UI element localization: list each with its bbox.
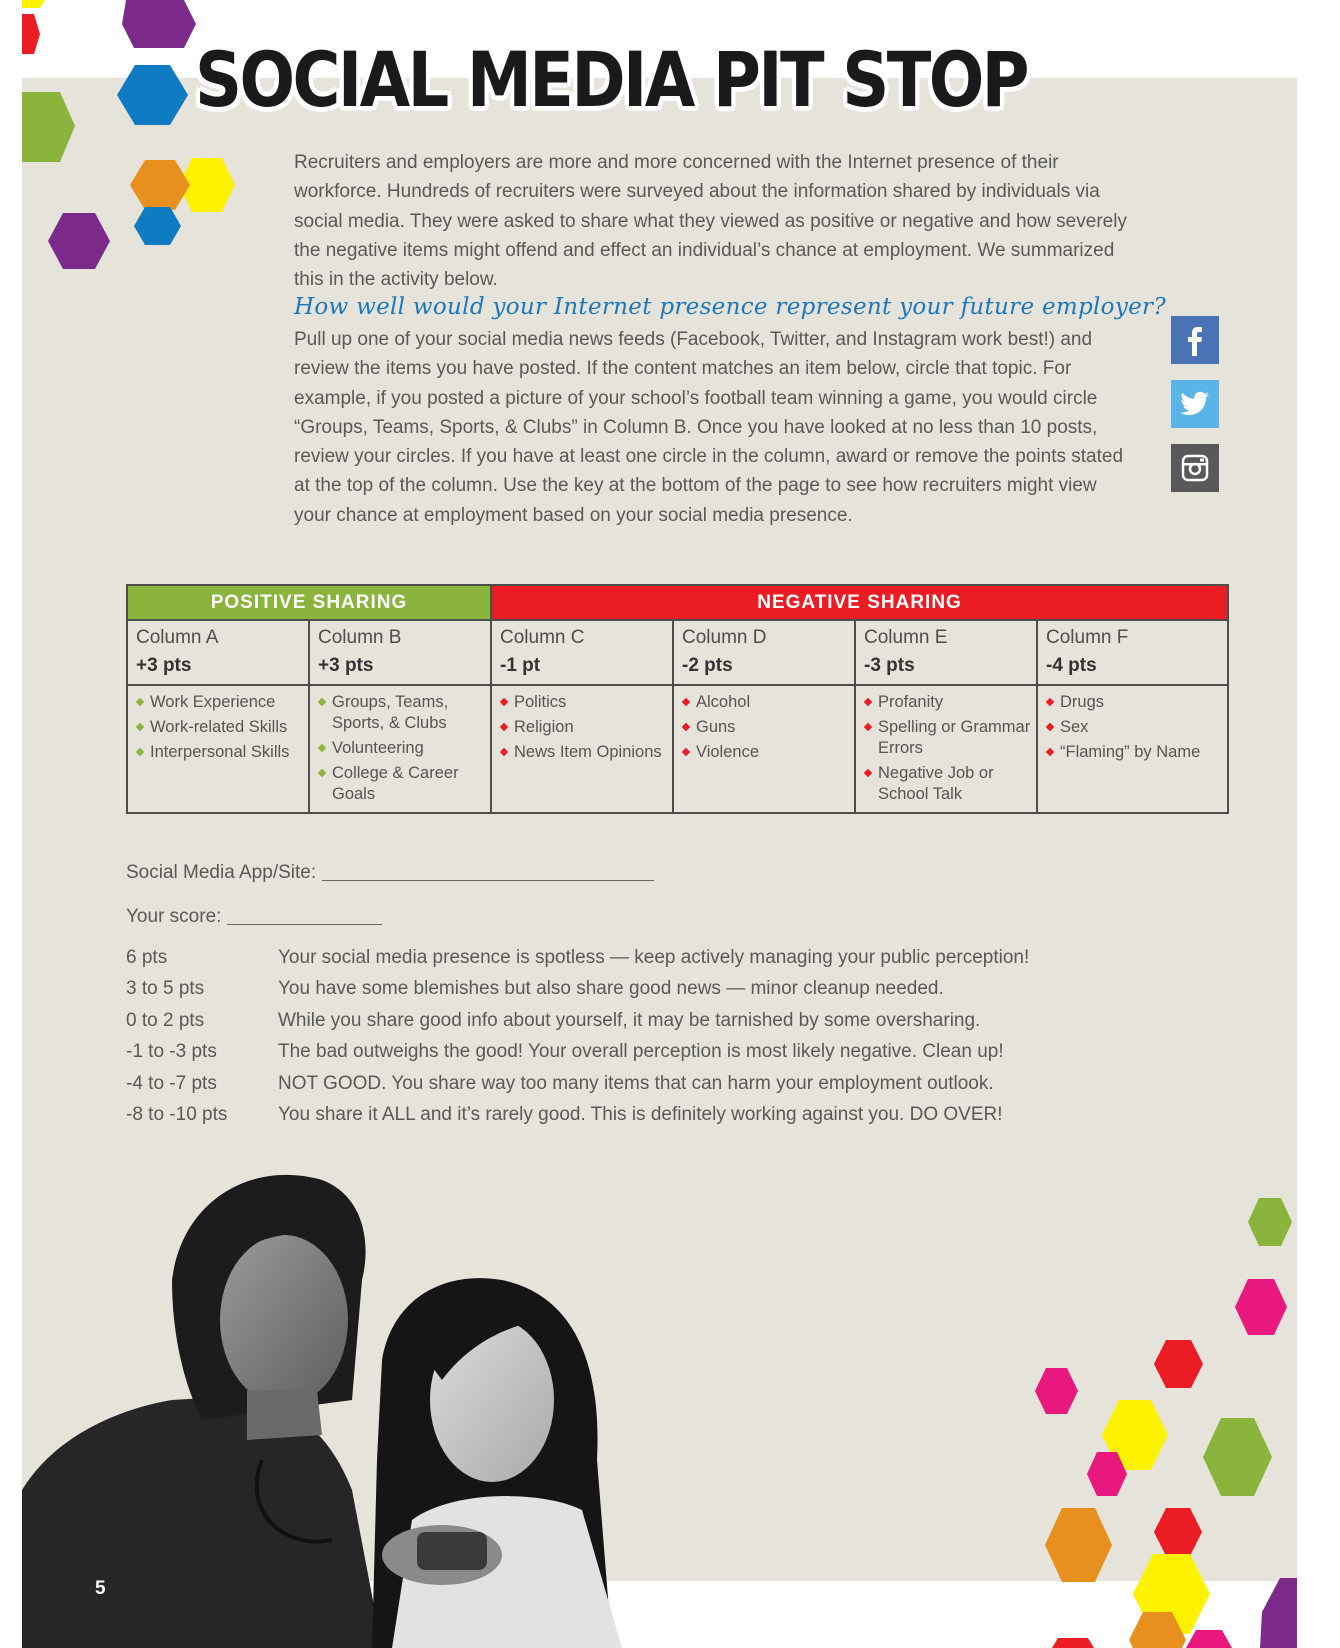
topic-item[interactable]: Profanity <box>864 692 1032 713</box>
column-d-header <box>673 620 855 685</box>
hexagon-decoration <box>1186 1630 1232 1648</box>
key-row <box>126 942 1126 974</box>
score-label: Your score: <box>126 906 222 927</box>
score-field <box>126 906 382 928</box>
facebook-icon[interactable] <box>1171 316 1219 364</box>
topic-item[interactable]: Alcohol <box>682 692 850 713</box>
score-blank[interactable] <box>227 906 382 925</box>
column-points: -1 pt <box>500 655 541 676</box>
hexagon-decoration <box>134 207 181 245</box>
key-description: NOT GOOD. You share way too many items that can harm your employment outlook. <box>278 1072 994 1094</box>
hexagon-decoration <box>1045 1508 1112 1582</box>
nurse-and-patient-photo <box>22 1160 642 1648</box>
key-description: The bad outweighs the good! Your overall perception is most likely negative. Clean up! <box>278 1041 1004 1063</box>
key-row <box>126 1068 1126 1100</box>
key-range: -4 to -7 pts <box>126 1072 217 1094</box>
topic-item[interactable]: Guns <box>682 717 850 738</box>
column-points: -3 pts <box>864 655 915 676</box>
topic-item[interactable]: Negative Job or School Talk <box>864 763 1032 805</box>
column-f-header <box>1037 620 1228 685</box>
key-description: Your social media presence is spotless — keep actively managing your public perception! <box>278 946 1030 968</box>
hexagon-decoration <box>1154 1340 1203 1388</box>
hexagon-decoration <box>1052 1638 1094 1648</box>
column-name: Column A <box>136 627 219 648</box>
hexagon-decoration <box>48 213 110 269</box>
hexagon-decoration <box>1260 1578 1297 1648</box>
hexagon-decoration <box>1154 1508 1202 1556</box>
column-name: Column D <box>682 627 767 648</box>
topic-item[interactable]: Work-related Skills <box>136 717 304 738</box>
key-description: While you share good info about yourself, it may be tarnished by some oversharing. <box>278 1009 981 1031</box>
app-site-label: Social Media App/Site: <box>126 862 317 883</box>
column-e-header <box>855 620 1037 685</box>
topic-item[interactable]: Religion <box>500 717 668 738</box>
hexagon-decoration <box>1203 1418 1272 1496</box>
key-row <box>126 1100 1126 1132</box>
column-f-items <box>1037 685 1228 813</box>
intro-paragraph: Recruiters and employers are more and more concerned with the Internet presence of their workforce. Hundreds of recruiters were surveyed about the information shared by individuals via social media. They were asked to share what they viewed as positive or negative and how severely the negative items might offend and effect an individual’s chance at employment. We summarized this in the activity below. <box>294 152 1127 291</box>
key-row <box>126 974 1126 1006</box>
column-d-items <box>673 685 855 813</box>
column-points: +3 pts <box>318 655 374 676</box>
key-range: 3 to 5 pts <box>126 978 205 1000</box>
twitter-icon[interactable] <box>1171 380 1219 428</box>
column-b-header <box>309 620 491 685</box>
hexagon-decoration <box>117 65 188 125</box>
score-key <box>126 942 1126 1131</box>
key-range: -1 to -3 pts <box>126 1041 217 1063</box>
facebook-glyph <box>1182 324 1208 356</box>
hexagon-decoration <box>122 0 196 48</box>
sharing-table <box>126 584 1229 814</box>
positive-sharing-header: POSITIVE SHARING <box>127 585 491 620</box>
key-row <box>126 1005 1126 1037</box>
key-range: 0 to 2 pts <box>126 1009 205 1031</box>
topic-item[interactable]: Work Experience <box>136 692 304 713</box>
key-range: 6 pts <box>126 946 168 968</box>
topic-item[interactable]: College & Career Goals <box>318 763 486 805</box>
column-name: Column B <box>318 627 402 648</box>
key-description: You share it ALL and it’s rarely good. This is definitely working against you. DO OVER! <box>278 1104 1003 1126</box>
key-row <box>126 1037 1126 1069</box>
column-name: Column C <box>500 627 585 648</box>
column-points: +3 pts <box>136 655 192 676</box>
negative-sharing-header: NEGATIVE SHARING <box>491 585 1228 620</box>
topic-item[interactable]: Violence <box>682 742 850 763</box>
column-points: -2 pts <box>682 655 733 676</box>
topic-item[interactable]: Interpersonal Skills <box>136 742 304 763</box>
column-a-header <box>127 620 309 685</box>
hexagon-decoration <box>22 14 40 54</box>
column-a-items <box>127 685 309 813</box>
topic-item[interactable]: Politics <box>500 692 668 713</box>
twitter-glyph <box>1180 391 1210 417</box>
topic-item[interactable]: Sex <box>1046 717 1223 738</box>
topic-item[interactable]: “Flaming” by Name <box>1046 742 1223 763</box>
topic-item[interactable]: Groups, Teams, Sports, & Clubs <box>318 692 486 734</box>
hexagon-decoration <box>1248 1198 1292 1246</box>
hexagon-decoration <box>1235 1279 1287 1335</box>
app-site-blank[interactable] <box>322 862 654 881</box>
column-name: Column F <box>1046 627 1129 648</box>
column-b-items <box>309 685 491 813</box>
topic-item[interactable]: News Item Opinions <box>500 742 668 763</box>
column-c-header <box>491 620 673 685</box>
topic-item[interactable]: Spelling or Grammar Errors <box>864 717 1032 759</box>
app-site-field <box>126 862 654 884</box>
column-e-items <box>855 685 1037 813</box>
question-heading: How well would your Internet presence represent your future employer? <box>294 294 1166 320</box>
page-title: SOCIAL MEDIA PIT STOP <box>195 35 1028 124</box>
instagram-glyph <box>1181 454 1209 482</box>
column-points: -4 pts <box>1046 655 1097 676</box>
hexagon-decoration <box>130 160 190 210</box>
column-c-items <box>491 685 673 813</box>
instagram-icon[interactable] <box>1171 444 1219 492</box>
topic-item[interactable]: Drugs <box>1046 692 1223 713</box>
topic-item[interactable]: Volunteering <box>318 738 486 759</box>
hexagon-decoration <box>22 0 45 8</box>
key-description: You have some blemishes but also share good news — minor cleanup needed. <box>278 978 944 1000</box>
page-number: 5 <box>95 1578 106 1599</box>
hexagon-decoration <box>22 92 75 162</box>
key-range: -8 to -10 pts <box>126 1104 228 1126</box>
instructions-paragraph: Pull up one of your social media news feeds (Facebook, Twitter, and Instagram work best!) and review the items you have posted. If the content matches an item below, circle that topic. For example, if you posted a picture of your school’s football team winning a game, you would circle “Groups, Teams, Sports, & Clubs” in Column B. Once you have looked at no less than 10 posts, review your circles. If you have at least one circle in the column, award or remove the points stated at the top of the column. Use the key at the bottom of the page to see how recruiters might view your chance at employment based on your social media presence. <box>294 329 1124 526</box>
hexagon-decoration <box>1035 1368 1078 1414</box>
column-name: Column E <box>864 627 948 648</box>
